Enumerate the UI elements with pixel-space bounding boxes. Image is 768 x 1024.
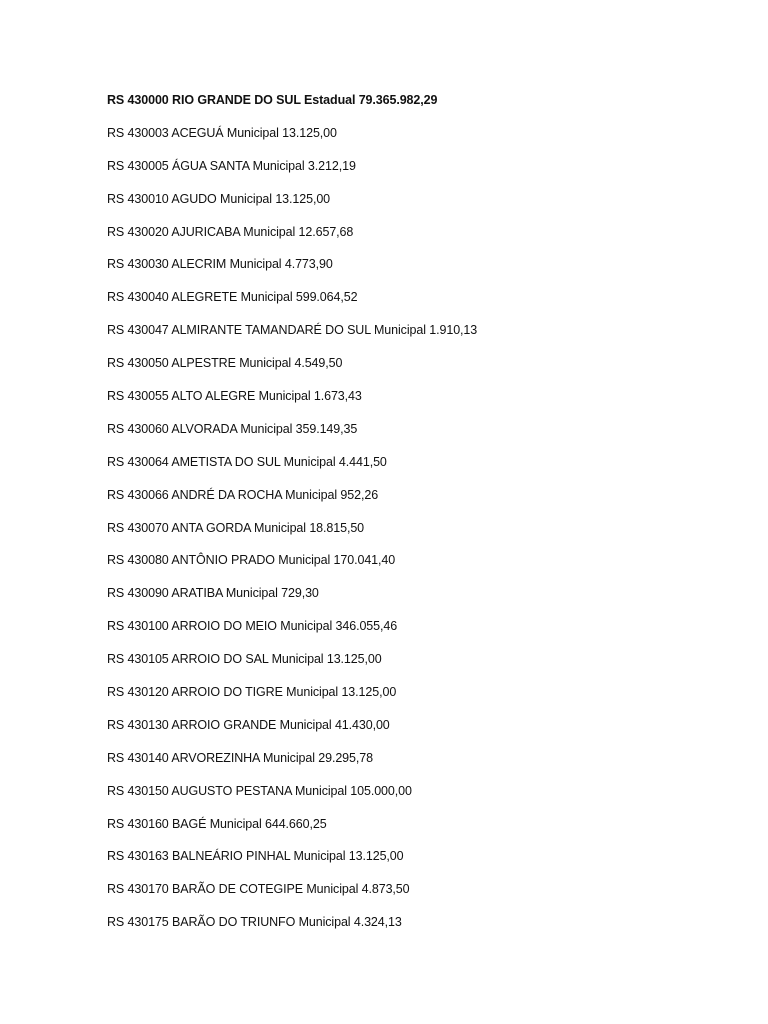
- document-line: RS 430066 ANDRÉ DA ROCHA Municipal 952,26: [107, 487, 379, 502]
- document-line: RS 430080 ANTÔNIO PRADO Municipal 170.041,40: [107, 553, 396, 568]
- document-line: RS 430070 ANTA GORDA Municipal 18.815,50: [107, 520, 365, 535]
- document-line: RS 430047 ALMIRANTE TAMANDARÉ DO SUL Municipal 1.910,13: [107, 323, 478, 338]
- document-line: RS 430040 ALEGRETE Municipal 599.064,52: [107, 290, 358, 305]
- document-lines: [107, 90, 477, 945]
- document-line: RS 430064 AMETISTA DO SUL Municipal 4.441,50: [107, 454, 387, 469]
- document-line: RS 430140 ARVOREZINHA Municipal 29.295,78: [107, 750, 373, 765]
- document-line: RS 430105 ARROIO DO SAL Municipal 13.125,00: [107, 652, 382, 667]
- document-line: RS 430050 ALPESTRE Municipal 4.549,50: [107, 356, 343, 371]
- document-line: RS 430090 ARATIBA Municipal 729,30: [107, 586, 319, 601]
- document-line: RS 430130 ARROIO GRANDE Municipal 41.430,00: [107, 717, 390, 732]
- document-line: RS 430030 ALECRIM Municipal 4.773,90: [107, 257, 333, 272]
- document-line: RS 430060 ALVORADA Municipal 359.149,35: [107, 421, 358, 436]
- document-line: RS 430100 ARROIO DO MEIO Municipal 346.055,46: [107, 619, 398, 634]
- document-line: RS 430003 ACEGUÁ Municipal 13.125,00: [107, 125, 337, 140]
- document-line: RS 430170 BARÃO DE COTEGIPE Municipal 4.873,50: [107, 882, 410, 897]
- document-line: RS 430005 ÁGUA SANTA Municipal 3.212,19: [107, 158, 356, 173]
- document-line: RS 430175 BARÃO DO TRIUNFO Municipal 4.324,13: [107, 915, 402, 930]
- document-line: RS 430163 BALNEÁRIO PINHAL Municipal 13.125,00: [107, 849, 404, 864]
- document-line: RS 430055 ALTO ALEGRE Municipal 1.673,43: [107, 389, 362, 404]
- document-line: RS 430150 AUGUSTO PESTANA Municipal 105.000,00: [107, 783, 412, 798]
- document-line: RS 430160 BAGÉ Municipal 644.660,25: [107, 816, 327, 831]
- document-line: RS 430120 ARROIO DO TIGRE Municipal 13.125,00: [107, 685, 397, 700]
- document-line: RS 430020 AJURICABA Municipal 12.657,68: [107, 224, 354, 239]
- document-line: RS 430000 RIO GRANDE DO SUL Estadual 79.365.982,29: [107, 93, 438, 107]
- document-line: RS 430010 AGUDO Municipal 13.125,00: [107, 191, 331, 206]
